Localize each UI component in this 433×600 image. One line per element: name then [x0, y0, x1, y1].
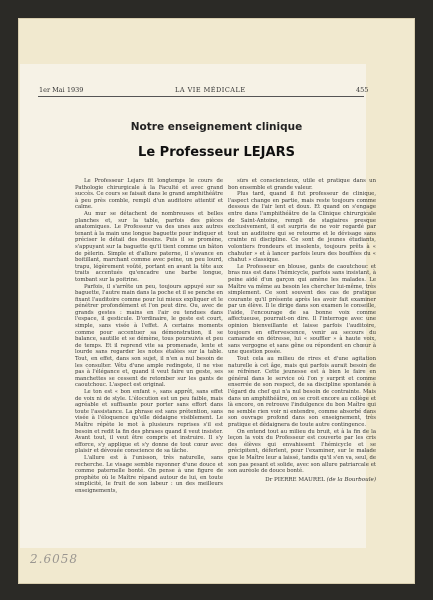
paragraph: Plus tard, quand il fut professeur de clinique, l'aspect change en partie, mais reste toujours comme dessous de l'air lent et doux. Et quand on s'engage entre dans l'amphithéâtre de la Clinique chirurgicale de Saint-Antoine, rempli de stagiaires presque exclusivement, il est surpris de ne voir regardé par tout un auditoire qui se retourne et le dévisage sans crainte ni discipline. Ce sont de jeunes étudiants, volontiers frondeurs et insolents, toujours prêts à « chahuter » et à lancer parfois leurs des bouffées du « chahut » classique.: [228, 191, 376, 264]
header-rule: [38, 96, 364, 97]
right-column: [228, 178, 376, 540]
paragraph: L'allure est à l'unisson, très naturelle, sans recherche. Le visage semble rayonner d'une douce et comme paternelle bonté. On pense à une figure de prophète où le Maître répand autour de lui, en toute simplicité, le fruit de son labeur : un des meilleurs enseignements,: [75, 454, 223, 494]
page-header: [0, 86, 433, 100]
paragraph: Au mur se détachent de nombreuses et belles planches et, sur la table, parfois des pièces anatomiques. Le Professeur va des unes aux autres tenant à la main une longue baguette pour indiquer et préciser le détail des dessins. Puis il se promène, s'appuyant sur la baguette qu'il tient comme un bâton de pèlerin. Simple et d'allure paterne, il s'avance en boitillant, marchant comme avec peine, un peu lourd, trapu, légèrement voûté, portant en avant la tête aux traits accentués qu'encadre une barbe longue, tombant sur la poitrine.: [75, 210, 223, 283]
paragraph: Tout cela au milieu de rires et d'une agitation naturelle à cet âge, mais qui parfois aurait besoin de se réfréner. Cette jeunesse est à bien le faire en général dans le service où l'on y surprit et comme enserrée de son respect, de sa discipline spontanée à l'égard du chef qui n'a nul besoin de contrainte. Mais dans un amphithéâtre, on se croit encore au collège et là encore, on retrouve l'indulgence du bon Maître qui ne semble rien voir ni entendre, comme absorbé dans son ouvrage profond dans son enseignement, très pratique et dédaignera de toute autre contingence.: [228, 356, 376, 428]
signature: [228, 477, 376, 484]
page-number: 455: [356, 86, 369, 94]
issue-date: 1er Mai 1939: [39, 86, 84, 94]
paragraph: Parfois, il s'arrête un peu, toujours appuyé sur sa baguette, l'autre main dans la poche et il se penche en fixant l'auditoire comme pour lui mieux expliquer et le pénétrer profondément et l'on peut dire. Ou, avec de grands gestes : mains en l'air ou tendues dans l'espace, il gesticule. D'ordinaire, le geste est court, simple, sans visée à l'effet. A certains moments comme pour accentuer sa démonstration, il se balance, sautille et se démène, tous poursuivis et peu de temps. Et il reprend vite sa promenade, lente et lourde sans regarder les notes étalées sur la table. Tout, en effet, dans son sujet, il n'en a nul besoin de les consulter. Vêtu d'une ample redingote, il ne vise pas à l'élégance et, quand il veut faire un geste, ses manchettes se cessent de retomber sur les gants de caoutchouc. L'aspect est original.: [75, 283, 223, 389]
author-name: Dr PIERRE MAUREL: [265, 476, 325, 483]
article-title: Le Professeur LEJARS: [138, 145, 295, 160]
paragraph: Le Professeur Lejars fit longtemps le cours de Pathologie chirurgicale à la Faculté et avec grand succès. Ce cours se faisait dans le grand amphithéâtre à peu près comble, rempli d'un auditoire attentif et calme.: [75, 178, 223, 211]
paragraph: Le Professeur en blouse, gants de caoutchouc et bras nus est dans l'hémicycle, parfois sans insistant, à peine aidé d'un garçon qui amène les malades. Le Maître va même au besoin les chercher lui-même, très simplement. Ce sont souvent des cas de pratique courante qu'il présente après les avoir fait examiner par un élève. Il le dirige dans son examen le conseille, l'aide, l'encourage de sa bonne voix comme affectueuse, pourrait-on dire. Il l'interroge avec une opinion bienveillante et laisse parfois l'auditoire, toujours en effervescence, venir au secours du camarade en détresse, lui « souffler » à haute voix, sans vergogne et sans gêne ou répondent en chœur à une question posée.: [228, 263, 376, 356]
section-title: Notre enseignement clinique: [130, 121, 303, 133]
paragraph: Le ton est « bon enfant », sans apprêt, sans effet de voix ni de style. L'élocution est un peu faible, mais agréable et suffisante pour porter sans effort dans toute l'assistance. La phrase est sans prétention, sans visée à l'éloquence qu'elle dédaigne visiblement. Le Maître répète le mot à plusieurs reprises s'il est besoin et redit la fin des phrases quand il veut insister. Avant tout, il veut être compris et instruire. Il s'y efforce, s'y applique et s'y donne de tout cœur avec plaisir et dévouée conscience de sa tâche.: [75, 389, 223, 455]
author-location: (de la Bourboule): [326, 476, 376, 483]
magazine-name: LA VIE MÉDICALE: [175, 86, 246, 94]
paragraph: On entend tout au milieu du bruit, et à la fin de la leçon la voix du Professeur est couverte par les cris des élèves qui envahissent l'hémicycle et se précipitent, déferlent, pour l'examiner, sur le malade que le Maître leur a laissé, tandis qu'il s'en va, seul, de son pas pesant et solide, avec son allure patriarcale et son auréole de douce bonté.: [228, 428, 376, 475]
left-column: [75, 178, 223, 540]
paragraph: sûrs et consciencieux, utile et pratique dans un bon ensemble et grande valeur.: [228, 178, 376, 191]
handwritten-inventory-number: 2.6058: [30, 552, 78, 566]
